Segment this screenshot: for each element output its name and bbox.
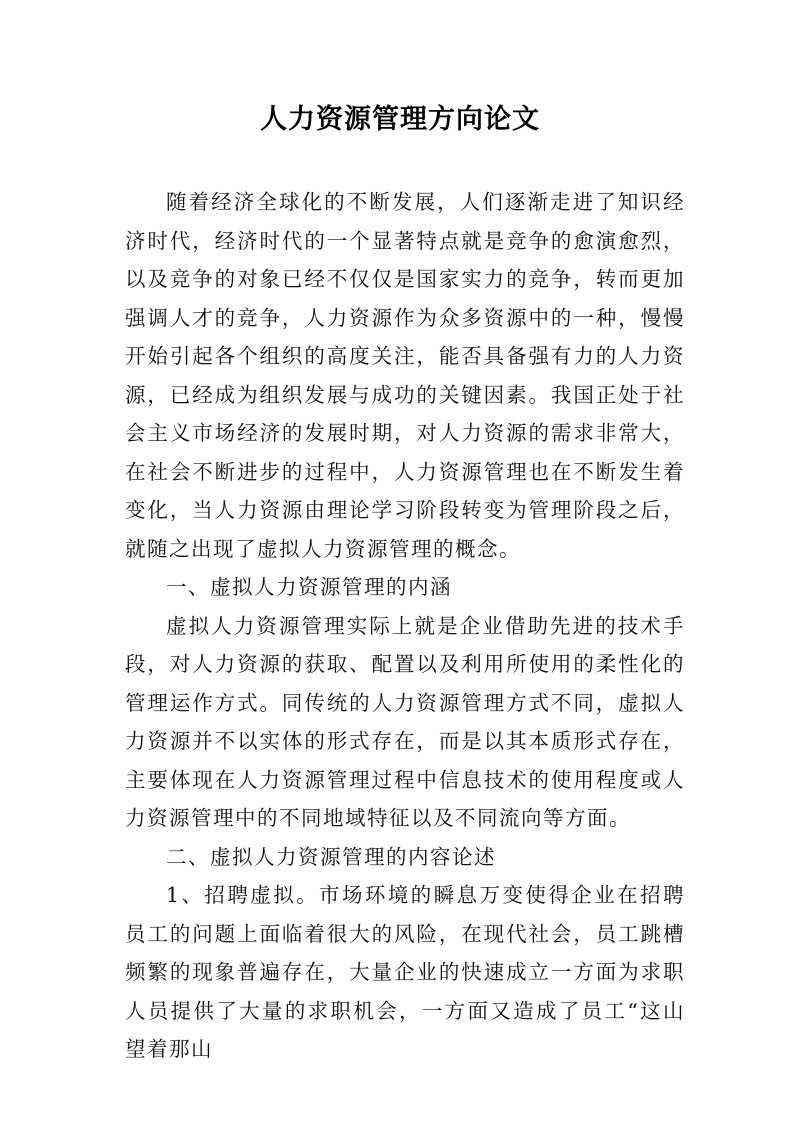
- section-heading-1: 一、虚拟人力资源管理的内涵: [166, 575, 452, 599]
- document-title: 人力资源管理方向论文: [260, 104, 540, 135]
- section-heading-2: 二、虚拟人力资源管理的内容论述: [166, 844, 496, 869]
- document-body: [125, 183, 685, 1069]
- paragraph-section-1: 虚拟人力资源管理实际上就是企业借助先进的技术手段，对人力资源的获取、配置以及利用所使用的柔性化的管理运作方式。同传统的人力资源管理方式不同，虚拟人力资源并不以实体的形式存在，而是以其本质形式存在，主要体现在人力资源管理过程中信息技术的使用程度或人力资源管理中的不同地域特征以及不同流向等方面。: [125, 613, 685, 830]
- paragraph-intro: 随着经济全球化的不断发展，人们逐渐走进了知识经济时代，经济时代的一个显著特点就是竞争的愈演愈烈，以及竞争的对象已经不仅仅是国家实力的竞争，转而更加强调人才的竞争，人力资源作为众多资源中的一种，慢慢开始引起各个组织的高度关注，能否具备强有力的人力资源，已经成为组织发展与成功的关键因素。我国正处于社会主义市场经济的发展时期，对人力资源的需求非常大，在社会不断进步的过程中，人力资源管理也在不断发生着变化，当人力资源由理论学习阶段转变为管理阶段之后，就随之出现了虚拟人力资源管理的概念。: [125, 190, 685, 561]
- paragraph-section-2: 1、招聘虚拟。市场环境的瞬息万变使得企业在招聘员工的问题上面临着很大的风险，在现代社会，员工跳槽频繁的现象普遍存在，大量企业的快速成立一方面为求职人员提供了大量的求职机会，一方面又造成了员工“这山望着那山: [125, 883, 685, 1061]
